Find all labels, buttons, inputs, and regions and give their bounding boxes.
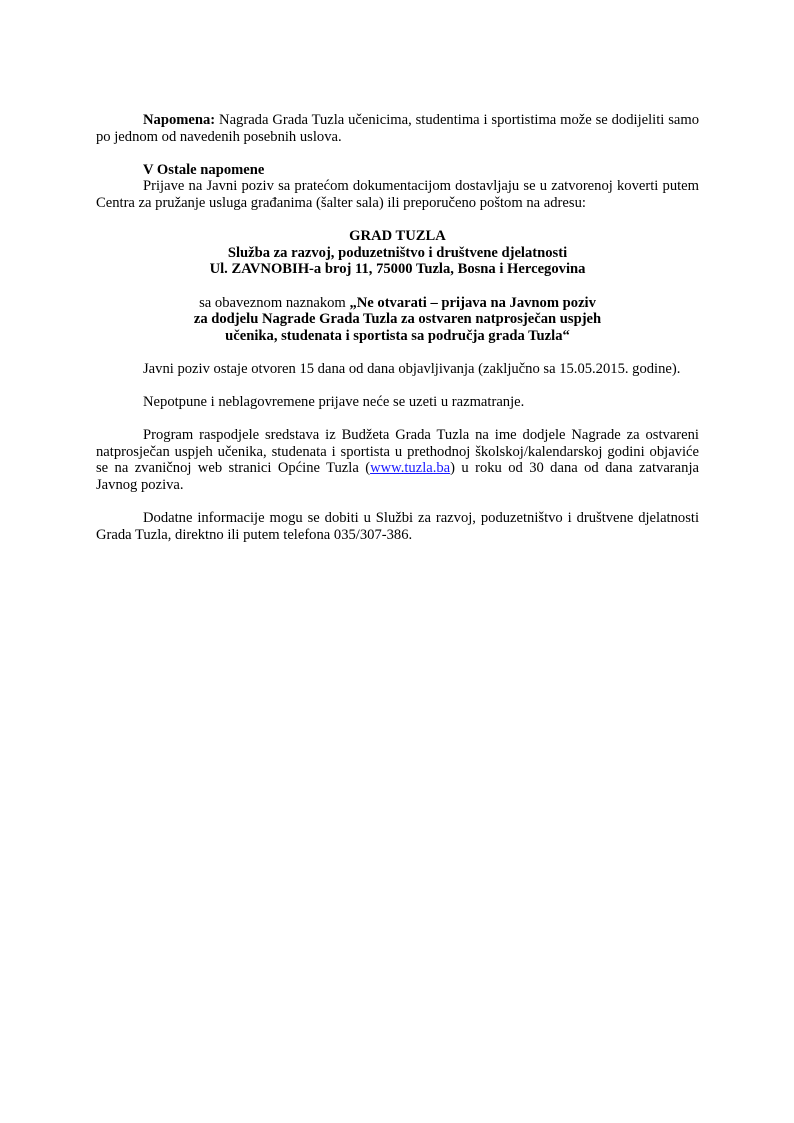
document-page [96, 112, 699, 543]
note-label: Napomena: [143, 112, 216, 128]
marking-line-3: učenika, studenata i sportista sa područja grada Tuzla“ [225, 327, 570, 344]
marking-block [96, 295, 699, 345]
marking-prefix: sa obaveznom naznakom [199, 294, 350, 311]
incomplete-paragraph: Nepotpune i neblagovremene prijave neće se uzeti u razmatranje. [143, 394, 525, 411]
program-paragraph [96, 427, 699, 493]
address-line-street: Ul. ZAVNOBIH-a broj 11, 75000 Tuzla, Bosna i Hercegovina [209, 261, 586, 278]
note-text: Nagrada Grada Tuzla učenicima, studentima i sportistima može se dodijeliti samo po jednom od navedenih posebnih uslova. [96, 112, 699, 145]
contact-paragraph: Dodatne informacije mogu se dobiti u Službi za razvoj, poduzetništvo i društvene djelatnosti Grada Tuzla, direktno ili putem telefona 035/307-386. [96, 510, 699, 543]
program-text-before: Program raspodjele sredstava iz Budžeta Grada Tuzla na ime dodjele Nagrade za ostvareni natprosječan uspjeh učenika, studenata i sportista u prethodnoj školskoj/kalendarskoj godini objaviće se na zvaničnoj web stranici Općine Tuzla ( [96, 427, 699, 477]
submission-paragraph: Prijave na Javni poziv sa pratećom dokumentacijom dostavljaju se u zatvorenoj koverti putem Centra za pružanje usluga građanima (šalter sala) ili preporučeno poštom na adresu: [96, 178, 699, 211]
marking-line-2: za dodjelu Nagrade Grada Tuzla za ostvaren natprosječan uspjeh [193, 311, 602, 328]
website-link[interactable]: www.tuzla.ba [370, 460, 451, 477]
address-line-service: Služba za razvoj, poduzetništvo i društvene djelatnosti [227, 244, 568, 261]
section-heading: V Ostale napomene [143, 161, 265, 178]
program-text-after: ) u roku od 30 dana od dana zatvaranja Javnog poziva. [96, 460, 699, 494]
marking-line-1 [96, 295, 699, 312]
note-paragraph [96, 112, 699, 145]
deadline-paragraph: Javni poziv ostaje otvoren 15 dana od dana objavljivanja (zaključno sa 15.05.2015. godine). [143, 360, 681, 377]
marking-text-1: „Ne otvarati – prijava na Javnom poziv [349, 294, 596, 311]
address-line-city: GRAD TUZLA [349, 228, 446, 245]
address-block [96, 228, 699, 278]
